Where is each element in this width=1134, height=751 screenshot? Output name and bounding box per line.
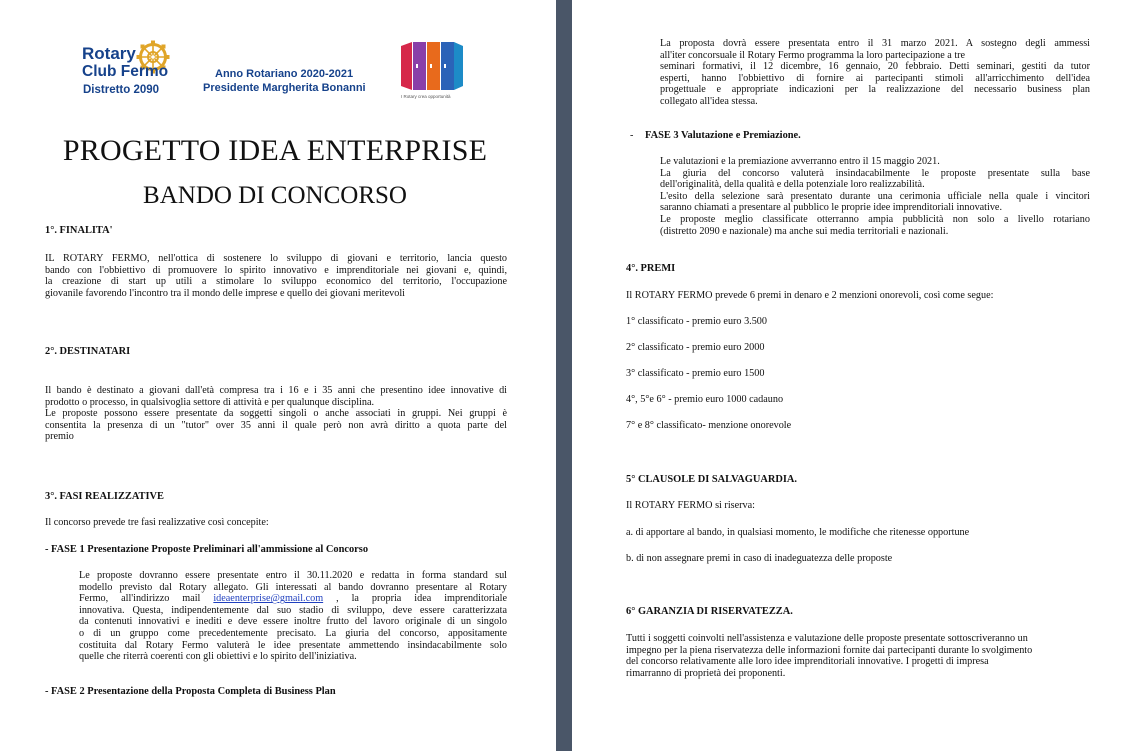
text-line: dell'originalità, della qualità e della potenziale loro realizzabilità. bbox=[660, 179, 925, 191]
fase-3-heading: FASE 3 Valutazione e Premiazione. bbox=[645, 130, 801, 141]
text-line: all'iter concorsuale il Rotary Fermo programma la loro partecipazione a tre bbox=[660, 49, 966, 61]
text-line: Le valutazioni e la premiazione avverranno entro il 15 maggio 2021. bbox=[660, 156, 940, 167]
section-heading-riservatezza: 6° GARANZIA DI RISERVATEZZA. bbox=[626, 606, 793, 617]
text-line: Le proposte possono essere presentate da soggetti singoli o anche associati in gruppi. Nei gruppi è bbox=[45, 408, 507, 420]
email-suffix: , la propria idea imprenditoriale bbox=[323, 593, 507, 605]
section-heading-clausole: 5° CLAUSOLE DI SALVAGUARDIA. bbox=[626, 474, 798, 485]
premi-intro: Il ROTARY FERMO prevede 6 premi in denaro e 2 menzioni onorevoli, così come segue: bbox=[626, 290, 994, 301]
president-name: Presidente Margherita Bonanni bbox=[203, 82, 366, 94]
text-line: Tutti i soggetti coinvolti nell'assistenza e valutazione delle proposte presentate sottoscriveranno un bbox=[626, 633, 1028, 644]
text-line: costituita dal Rotary Fermo valuterà le idee presentate ammettendo insindacabilmente solo bbox=[79, 639, 507, 651]
fase-2-heading: - FASE 2 Presentazione della Proposta Completa di Business Plan bbox=[45, 686, 336, 697]
rotary-wordmark: Rotary bbox=[82, 44, 136, 63]
section-body-finalita bbox=[45, 253, 507, 299]
text-line: giovanile favorendo l'incontro tra il mondo delle imprese e quello dei giovani meritevoli bbox=[45, 287, 405, 299]
text-line: impegno per la piena riservatezza delle informazioni fornite dai partecipanti durante lo svolgimento bbox=[626, 644, 1033, 656]
section-body-destinatari bbox=[45, 385, 507, 443]
text-line: collegato all'idea stessa. bbox=[660, 95, 758, 107]
rotary-doors-logo bbox=[399, 40, 465, 102]
text-line: saranno chiamati a presentare al pubblico le proprie idee imprenditoriali innovative. bbox=[660, 202, 1003, 214]
text-line: o di un gruppo come precedentemente precisato. La giuria del concorso, appositamente bbox=[79, 627, 507, 639]
doors-logo-caption: I Rotary crea opportunità bbox=[401, 94, 451, 99]
prize-item: 2° classificato - premio euro 2000 bbox=[626, 342, 765, 353]
document-title: PROGETTO IDEA ENTERPRISE bbox=[62, 134, 488, 167]
text-line: Le proposte meglio classificate otterranno ampia pubblicità non solo a livello rotariano bbox=[660, 213, 1090, 225]
text-line-with-email bbox=[79, 593, 507, 605]
section-heading-fasi: 3°. FASI REALIZZATIVE bbox=[45, 491, 164, 502]
rotary-year: Anno Rotariano 2020-2021 bbox=[215, 68, 354, 80]
text-line: Le proposte dovranno essere presentate entro il 30.11.2020 e redatta in forma standard sul bbox=[79, 570, 507, 581]
prize-item: 4°, 5°e 6° - premio euro 1000 cadauno bbox=[626, 394, 784, 405]
text-line: prodotto o processo, in qualsivoglia settore di attività e per qualunque disciplina. bbox=[45, 396, 375, 408]
text-line: bando con l'obbiettivo di promuovere lo spirito innovativo e imprenditoriale nei giovani e, quindi, bbox=[45, 264, 507, 276]
fasi-intro: Il concorso prevede tre fasi realizzative così concepite: bbox=[45, 517, 269, 528]
prize-item: 1° classificato - premio euro 3.500 bbox=[626, 316, 767, 327]
text-line: la creazione di start up utili a stimolare lo sviluppo economico del territorio, l'occupazione bbox=[45, 276, 507, 288]
fase-1-heading: - FASE 1 Presentazione Proposte Preliminari all'ammissione al Concorso bbox=[45, 544, 369, 555]
email-link[interactable]: ideaenterprise@gmail.com bbox=[213, 593, 324, 605]
text-line: La giuria del concorso valuterà insindacabilmente le proposte presentate sulla base bbox=[660, 167, 1090, 179]
prize-item: 7° e 8° classificato- menzione onorevole bbox=[626, 420, 792, 431]
text-line: La proposta dovrà essere presentata entro il 31 marzo 2021. A sostegno degli ammessi bbox=[660, 38, 1090, 49]
riservatezza-body bbox=[626, 633, 1086, 679]
clausola-b: b. di non assegnare premi in caso di inadeguatezza delle proposte bbox=[626, 553, 893, 564]
text-line: (distretto 2090 e nazionale) ma anche sui media territoriali e nazionali. bbox=[660, 225, 949, 237]
section-heading-premi: 4°. PREMI bbox=[626, 263, 676, 274]
text-line: da contenuti innovativi e inediti e deve essere inoltre frutto del lavoro originale di un singolo bbox=[79, 616, 507, 628]
district-name: Distretto 2090 bbox=[83, 84, 160, 96]
text-line: Il bando è destinato a giovani dall'età compresa tra i 16 e i 35 anni che presentino idee innovative di bbox=[45, 385, 507, 396]
document-page-1 bbox=[0, 0, 556, 751]
text-line: seminari formativi, il 12 dicembre, 16 gennaio, 20 febbraio. Detti seminari, gestiti da tutor bbox=[660, 61, 1090, 73]
fase-1-body bbox=[79, 570, 507, 663]
text-line: quelle che riterrà coerenti con gli obiettivi e lo spirito dell'iniziativa. bbox=[79, 651, 357, 663]
text-line: progettuale e appropriate indicazioni per la realizzazione del necessario business plan bbox=[660, 84, 1090, 96]
fase-3-body bbox=[660, 156, 1090, 237]
text-line: innovativa. Questa, indipendentemente dal suo stadio di sviluppo, deve essere caratterizzata bbox=[79, 604, 507, 616]
email-prefix: Fermo, all'indirizzo mail bbox=[79, 593, 214, 605]
text-line: consentita la presenza di un "tutor" over 35 anni il quale però non avrà diritto a quota parte del bbox=[45, 419, 507, 431]
document-page-2 bbox=[572, 0, 1134, 751]
text-line: del concorso relativamente alle loro idee imprenditoriali innovative. I progetti di impresa bbox=[626, 656, 989, 668]
text-line: L'esito della selezione sarà presentato durante una cerimonia ufficiale nella quale i vincitori bbox=[660, 190, 1090, 202]
text-line: IL ROTARY FERMO, nell'ottica di sostenere lo sviluppo di giovani e territorio, lancia questo bbox=[45, 253, 507, 264]
text-line: modello previsto dal Rotary allegato. Gli interessati al bando dovranno presentare al Rotary bbox=[79, 581, 507, 593]
text-line: esperti, hanno l'obbiettivo di fornire ai partecipanti stimoli all'arricchimento dell'idea bbox=[660, 72, 1090, 84]
document-subtitle: BANDO DI CONCORSO bbox=[143, 182, 407, 209]
prize-item: 3° classificato - premio euro 1500 bbox=[626, 368, 765, 379]
clausola-a: a. di apportare al bando, in qualsiasi momento, le modifiche che ritenesse opportune bbox=[626, 527, 970, 538]
text-line: premio bbox=[45, 431, 74, 443]
section-heading-finalita: 1°. FINALITA' bbox=[45, 225, 113, 236]
section-heading-destinatari: 2°. DESTINATARI bbox=[45, 346, 131, 357]
fase-3-dash: - bbox=[630, 130, 634, 141]
club-name: Club Fermo bbox=[82, 63, 169, 80]
clausole-intro: Il ROTARY FERMO si riserva: bbox=[626, 500, 755, 511]
text-line: rimarranno di proprietà dei proponenti. bbox=[626, 667, 786, 679]
fase-2-body bbox=[660, 38, 1090, 108]
